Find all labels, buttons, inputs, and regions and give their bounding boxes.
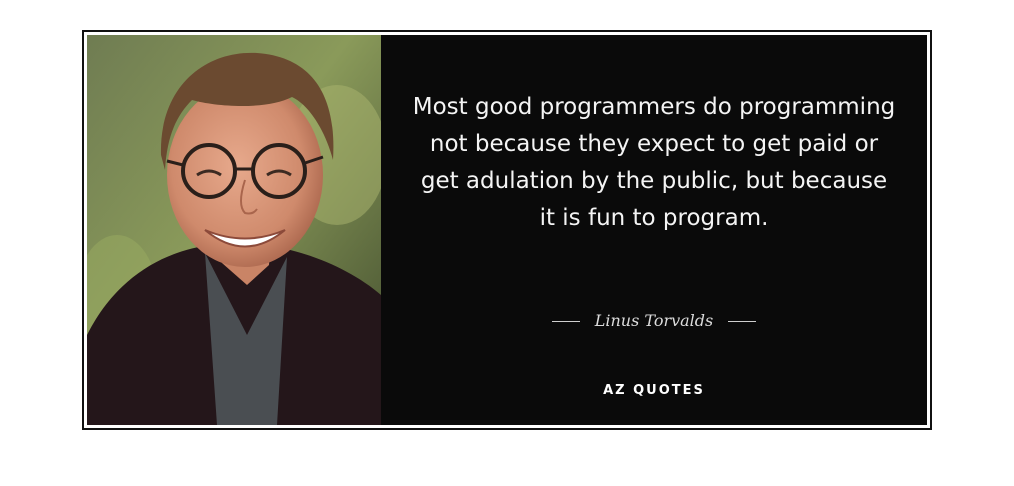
- left-dash-divider: [552, 321, 580, 322]
- quote-card-frame: [82, 30, 932, 430]
- quote-text: Most good programmers do programming not because they expect to get paid or get adulation by the public, but because it is fun to program.: [412, 94, 896, 231]
- quote-panel: [381, 35, 927, 425]
- right-dash-divider: [728, 321, 756, 322]
- author-photo: [87, 35, 381, 425]
- author-attribution: [381, 311, 927, 330]
- portrait-illustration: [87, 35, 381, 425]
- author-name[interactable]: Linus Torvalds: [594, 311, 714, 330]
- quote-card: [87, 35, 927, 425]
- brand-logo: AZ QUOTES: [603, 383, 705, 398]
